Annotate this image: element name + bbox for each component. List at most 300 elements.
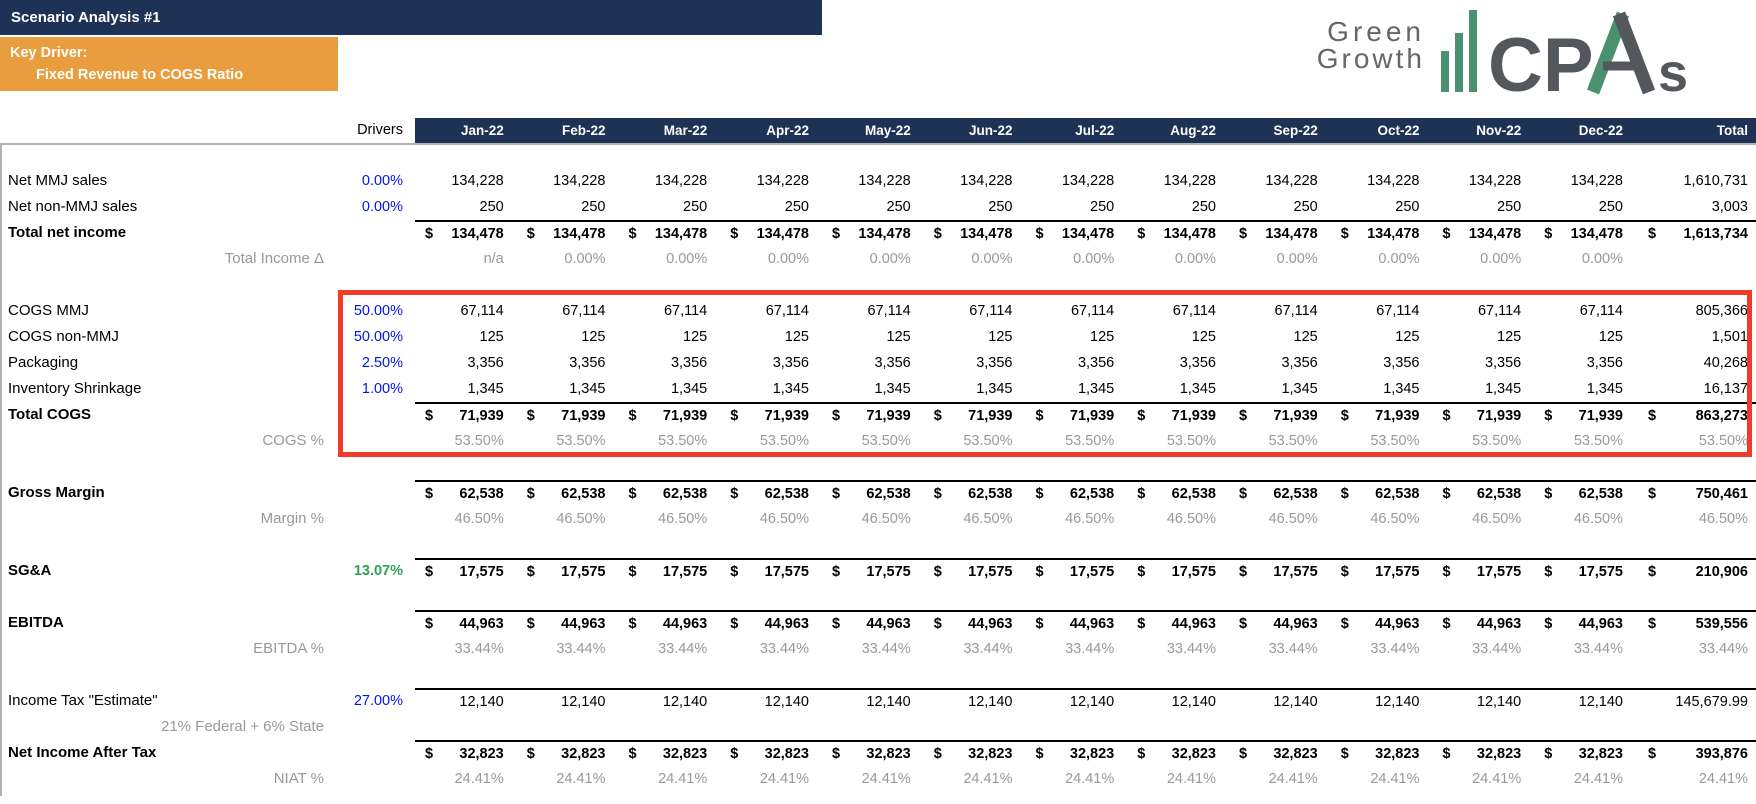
- value-cell-niat-pct-m11: 24.41%: [1472, 771, 1522, 787]
- driver-cell-niat-pct: [338, 766, 415, 792]
- driver-cell-cogs-non-mmj[interactable]: 50.00%: [353, 329, 403, 345]
- value-number: 71,939: [1273, 408, 1318, 424]
- value-cell-tax-note-m2: [517, 714, 619, 740]
- value-cell-ebitda-pct-m12: 33.44%: [1573, 641, 1623, 657]
- value-number: 32,823: [1273, 746, 1318, 762]
- value-number: 17,575: [1476, 564, 1522, 580]
- value-cell-total-net-income-m8: [1127, 220, 1229, 246]
- dollar-sign: $: [1340, 408, 1349, 424]
- value-number: 134,478: [654, 226, 708, 242]
- dollar-sign: $: [425, 408, 434, 424]
- dollar-sign: $: [628, 226, 637, 242]
- logo-text-growth: Growth: [1316, 43, 1425, 74]
- value-number: 134,478: [1061, 226, 1115, 242]
- value-number: 17,575: [561, 564, 606, 580]
- month-header-oct-22: Oct-22: [1331, 118, 1433, 143]
- value-cell-income-tax-estimate-m2: 12,140: [517, 688, 619, 714]
- total-cell-cogs-pct: 53.50%: [1698, 433, 1748, 449]
- table-row-net-non-mmj-sales: [0, 194, 1756, 220]
- value-cell-total-cogs-m9: [1229, 402, 1331, 428]
- dollar-sign: $: [1035, 486, 1044, 502]
- dollar-sign: $: [1648, 616, 1657, 632]
- logo-letter-a-gray-stroke: [1619, 14, 1649, 92]
- table-row-total-income-delta: [0, 246, 1756, 272]
- value-number: 17,575: [1375, 564, 1420, 580]
- value-cell-total-net-income-m2: [517, 220, 619, 246]
- value-cell-income-tax-estimate-m9: 12,140: [1229, 688, 1331, 714]
- driver-cell-gross-margin: [338, 480, 415, 506]
- value-cell-net-income-after-tax-m3: [619, 740, 721, 766]
- driver-cell-inventory-shrinkage[interactable]: 1.00%: [361, 381, 403, 397]
- value-number: 134,478: [1163, 226, 1216, 242]
- value-cell-ebitda-pct-m3: 33.44%: [658, 641, 708, 657]
- value-cell-cogs-non-mmj-m2: 125: [581, 329, 606, 345]
- table-row-inventory-shrinkage: [0, 376, 1756, 402]
- row-label-cogs-non-mmj: COGS non-MMJ: [8, 328, 119, 345]
- value-cell-total-cogs-m1: [415, 402, 517, 428]
- dollar-sign: $: [730, 564, 739, 580]
- total-cell-ebitda: [1636, 610, 1756, 636]
- value-number: 62,538: [968, 486, 1013, 502]
- month-header-nov-22: Nov-22: [1433, 118, 1535, 143]
- value-cell-inventory-shrinkage-m12: 1,345: [1586, 381, 1623, 397]
- dollar-sign: $: [1137, 226, 1146, 242]
- row-label-ebitda: EBITDA: [8, 614, 64, 631]
- dollar-sign: $: [832, 616, 841, 632]
- row-label-cogs-pct: COGS %: [262, 432, 324, 449]
- value-cell-tax-note-m11: [1433, 714, 1535, 740]
- dollar-sign: $: [1239, 746, 1248, 762]
- total-cell-net-non-mmj-sales: 3,003: [1711, 199, 1748, 215]
- value-cell-inventory-shrinkage-m5: 1,345: [874, 381, 911, 397]
- value-cell-total-cogs-m4: [720, 402, 822, 428]
- value-cell-total-net-income-m7: [1026, 220, 1128, 246]
- value-cell-net-income-after-tax-m7: [1026, 740, 1128, 766]
- section-gap: [0, 584, 1756, 610]
- dollar-sign: $: [933, 746, 942, 762]
- scenario-title: Scenario Analysis #1: [11, 9, 161, 26]
- header-spacer-cell: [0, 118, 338, 143]
- value-cell-total-income-delta-m11: 0.00%: [1480, 251, 1522, 267]
- value-cell-margin-pct-m4: 46.50%: [759, 511, 809, 527]
- table-row-ebitda: [0, 610, 1756, 636]
- value-cell-total-cogs-m6: [924, 402, 1026, 428]
- row-label-inventory-shrinkage: Inventory Shrinkage: [8, 380, 142, 397]
- driver-cell-packaging[interactable]: 2.50%: [361, 355, 403, 371]
- value-number: 134,478: [1570, 226, 1623, 242]
- dollar-sign: $: [1340, 746, 1349, 762]
- value-cell-ebitda-m5: [822, 610, 924, 636]
- value-cell-gross-margin-m9: [1229, 480, 1331, 506]
- value-number: 134,478: [858, 226, 911, 242]
- value-cell-ebitda-m4: [720, 610, 822, 636]
- dollar-sign: $: [1035, 226, 1044, 242]
- value-number: 62,538: [561, 486, 606, 502]
- dollar-sign: $: [1544, 226, 1553, 242]
- table-row-net-mmj-sales: [0, 168, 1756, 194]
- dollar-sign: $: [933, 564, 942, 580]
- value-cell-packaging-m12: 3,356: [1586, 355, 1623, 371]
- dollar-sign: $: [1442, 616, 1451, 632]
- value-cell-packaging-m8: 3,356: [1179, 355, 1216, 371]
- value-cell-niat-pct-m3: 24.41%: [658, 771, 708, 787]
- value-cell-total-income-delta-m6: 0.00%: [971, 251, 1013, 267]
- value-cell-packaging-m3: 3,356: [670, 355, 708, 371]
- value-cell-inventory-shrinkage-m11: 1,345: [1484, 381, 1522, 397]
- value-cell-inventory-shrinkage-m3: 1,345: [670, 381, 708, 397]
- value-cell-sga-m9: [1229, 558, 1331, 584]
- value-number: 32,823: [968, 746, 1013, 762]
- value-cell-niat-pct-m6: 24.41%: [963, 771, 1013, 787]
- value-cell-gross-margin-m2: [517, 480, 619, 506]
- dollar-sign: $: [1442, 408, 1451, 424]
- value-cell-inventory-shrinkage-m9: 1,345: [1281, 381, 1318, 397]
- value-cell-gross-margin-m7: [1026, 480, 1128, 506]
- value-cell-margin-pct-m10: 46.50%: [1370, 511, 1420, 527]
- value-cell-inventory-shrinkage-m10: 1,345: [1383, 381, 1420, 397]
- value-number: 62,538: [1273, 486, 1318, 502]
- dollar-sign: $: [1544, 616, 1553, 632]
- value-cell-niat-pct-m12: 24.41%: [1573, 771, 1623, 787]
- logo-text-green: Green: [1327, 16, 1425, 47]
- value-cell-net-mmj-sales-m6: 134,228: [960, 173, 1013, 189]
- value-cell-total-income-delta-m8: 0.00%: [1174, 251, 1216, 267]
- value-cell-net-non-mmj-sales-m9: 250: [1293, 199, 1318, 215]
- value-number: 17,575: [866, 564, 911, 580]
- value-number: 17,575: [459, 564, 504, 580]
- drivers-header: Drivers: [357, 122, 403, 138]
- value-cell-income-tax-estimate-m6: 12,140: [924, 688, 1026, 714]
- value-cell-ebitda-m11: [1433, 610, 1535, 636]
- value-cell-ebitda-pct-m10: 33.44%: [1370, 641, 1420, 657]
- value-cell-margin-pct-m3: 46.50%: [658, 511, 708, 527]
- total-number: 750,461: [1695, 486, 1748, 502]
- driver-cell-net-mmj-sales[interactable]: 0.00%: [361, 173, 403, 189]
- value-cell-ebitda-pct-m6: 33.44%: [963, 641, 1013, 657]
- month-header-dec-22: Dec-22: [1534, 118, 1636, 143]
- dollar-sign: $: [1137, 616, 1146, 632]
- value-number: 17,575: [1171, 564, 1216, 580]
- dollar-sign: $: [1239, 408, 1248, 424]
- value-cell-ebitda-m10: [1331, 610, 1433, 636]
- value-cell-net-mmj-sales-m3: 134,228: [654, 173, 708, 189]
- dollar-sign: $: [1544, 746, 1553, 762]
- dollar-sign: $: [933, 408, 942, 424]
- value-cell-net-income-after-tax-m4: [720, 740, 822, 766]
- value-cell-inventory-shrinkage-m6: 1,345: [976, 381, 1013, 397]
- value-cell-cogs-non-mmj-m10: 125: [1395, 329, 1420, 345]
- driver-cell-ebitda-pct: [338, 636, 415, 662]
- value-cell-sga-m2: [517, 558, 619, 584]
- value-cell-niat-pct-m8: 24.41%: [1166, 771, 1216, 787]
- driver-cell-net-non-mmj-sales[interactable]: 0.00%: [361, 199, 403, 215]
- logo-bar-short: [1441, 51, 1449, 92]
- total-number: 1,613,734: [1683, 226, 1748, 242]
- total-cell-total-cogs: [1636, 402, 1756, 428]
- value-cell-cogs-non-mmj-m1: 125: [479, 329, 504, 345]
- table-row-total-net-income: [0, 220, 1756, 246]
- table-row-cogs-pct: [0, 428, 1756, 454]
- month-header-jul-22: Jul-22: [1026, 118, 1128, 143]
- value-cell-net-mmj-sales-m9: 134,228: [1265, 173, 1318, 189]
- dollar-sign: $: [425, 564, 434, 580]
- logo-text-cp: CP: [1488, 23, 1594, 100]
- value-cell-net-income-after-tax-m12: [1534, 740, 1636, 766]
- section-gap: [0, 454, 1756, 480]
- total-cell-income-tax-estimate: 145,679.99: [1636, 688, 1756, 714]
- dollar-sign: $: [526, 564, 535, 580]
- value-cell-margin-pct-m5: 46.50%: [861, 511, 911, 527]
- value-cell-tax-note-m8: [1127, 714, 1229, 740]
- value-cell-total-income-delta-m5: 0.00%: [869, 251, 911, 267]
- value-cell-ebitda-m3: [619, 610, 721, 636]
- value-cell-cogs-mmj-m4: 67,114: [765, 303, 809, 319]
- value-cell-gross-margin-m1: [415, 480, 517, 506]
- total-cell-total-net-income: [1636, 220, 1756, 246]
- value-cell-packaging-m9: 3,356: [1281, 355, 1318, 371]
- value-cell-total-net-income-m12: [1534, 220, 1636, 246]
- value-number: 44,963: [968, 616, 1013, 632]
- value-number: 71,939: [662, 408, 708, 424]
- dollar-sign: $: [730, 226, 739, 242]
- value-cell-net-income-after-tax-m9: [1229, 740, 1331, 766]
- value-number: 62,538: [866, 486, 911, 502]
- row-label-total-net-income: Total net income: [8, 224, 127, 241]
- value-number: 44,963: [764, 616, 809, 632]
- value-cell-ebitda-m6: [924, 610, 1026, 636]
- driver-cell-total-cogs: [338, 402, 415, 428]
- value-cell-net-mmj-sales-m10: 134,228: [1367, 173, 1420, 189]
- value-cell-margin-pct-m12: 46.50%: [1573, 511, 1623, 527]
- row-label-total-income-delta: Total Income Δ: [224, 250, 324, 267]
- value-cell-income-tax-estimate-m11: 12,140: [1433, 688, 1535, 714]
- total-cell-net-income-after-tax: [1636, 740, 1756, 766]
- value-cell-sga-m4: [720, 558, 822, 584]
- value-number: 71,939: [1171, 408, 1216, 424]
- value-number: 62,538: [1578, 486, 1623, 502]
- value-cell-tax-note-m9: [1229, 714, 1331, 740]
- value-cell-cogs-pct-m10: 53.50%: [1370, 433, 1420, 449]
- value-cell-margin-pct-m9: 46.50%: [1268, 511, 1318, 527]
- value-cell-ebitda-pct-m11: 33.44%: [1472, 641, 1522, 657]
- value-cell-cogs-non-mmj-m9: 125: [1293, 329, 1318, 345]
- table-row-gross-margin: [0, 480, 1756, 506]
- driver-cell-cogs-mmj[interactable]: 50.00%: [353, 303, 403, 319]
- value-cell-net-mmj-sales-m5: 134,228: [858, 173, 911, 189]
- value-cell-cogs-non-mmj-m12: 125: [1598, 329, 1623, 345]
- value-cell-niat-pct-m2: 24.41%: [556, 771, 606, 787]
- value-cell-net-mmj-sales-m7: 134,228: [1061, 173, 1115, 189]
- value-cell-net-non-mmj-sales-m5: 250: [886, 199, 911, 215]
- value-cell-net-non-mmj-sales-m1: 250: [479, 199, 504, 215]
- dollar-sign: $: [1648, 564, 1657, 580]
- value-cell-net-income-after-tax-m8: [1127, 740, 1229, 766]
- dollar-sign: $: [1239, 564, 1248, 580]
- dollar-sign: $: [425, 746, 434, 762]
- value-cell-cogs-pct-m2: 53.50%: [556, 433, 606, 449]
- value-cell-cogs-pct-m9: 53.50%: [1268, 433, 1318, 449]
- row-label-ebitda-pct: EBITDA %: [253, 640, 324, 657]
- value-cell-cogs-mmj-m9: 67,114: [1274, 303, 1318, 319]
- value-cell-niat-pct-m1: 24.41%: [454, 771, 504, 787]
- dollar-sign: $: [1544, 408, 1553, 424]
- value-cell-income-tax-estimate-m8: 12,140: [1127, 688, 1229, 714]
- row-label-margin-pct: Margin %: [260, 510, 324, 527]
- value-cell-net-non-mmj-sales-m8: 250: [1191, 199, 1216, 215]
- value-cell-gross-margin-m11: [1433, 480, 1535, 506]
- value-cell-net-non-mmj-sales-m4: 250: [784, 199, 809, 215]
- value-cell-ebitda-m9: [1229, 610, 1331, 636]
- value-cell-cogs-non-mmj-m5: 125: [886, 329, 911, 345]
- value-cell-cogs-mmj-m7: 67,114: [1070, 303, 1115, 319]
- value-number: 71,939: [1476, 408, 1522, 424]
- table-row-margin-pct: [0, 506, 1756, 532]
- value-cell-total-cogs-m10: [1331, 402, 1433, 428]
- value-cell-niat-pct-m4: 24.41%: [759, 771, 809, 787]
- dollar-sign: $: [1442, 564, 1451, 580]
- total-cell-margin-pct: 46.50%: [1698, 511, 1748, 527]
- table-row-income-tax-estimate: [0, 688, 1756, 714]
- value-cell-total-cogs-m8: [1127, 402, 1229, 428]
- value-cell-net-income-after-tax-m2: [517, 740, 619, 766]
- value-number: 134,478: [1265, 226, 1318, 242]
- dollar-sign: $: [628, 746, 637, 762]
- value-cell-niat-pct-m10: 24.41%: [1370, 771, 1420, 787]
- value-cell-total-income-delta-m9: 0.00%: [1276, 251, 1318, 267]
- value-cell-ebitda-m1: [415, 610, 517, 636]
- value-cell-cogs-mmj-m10: 67,114: [1376, 303, 1420, 319]
- value-cell-tax-note-m12: [1534, 714, 1636, 740]
- value-cell-ebitda-m2: [517, 610, 619, 636]
- value-cell-cogs-mmj-m1: 67,114: [460, 303, 504, 319]
- value-cell-sga-m12: [1534, 558, 1636, 584]
- value-cell-cogs-non-mmj-m4: 125: [784, 329, 809, 345]
- dollar-sign: $: [730, 486, 739, 502]
- value-cell-cogs-pct-m7: 53.50%: [1065, 433, 1115, 449]
- value-number: 71,939: [968, 408, 1013, 424]
- value-cell-inventory-shrinkage-m4: 1,345: [772, 381, 809, 397]
- value-cell-packaging-m2: 3,356: [569, 355, 606, 371]
- value-cell-total-cogs-m11: [1433, 402, 1535, 428]
- value-number: 17,575: [968, 564, 1013, 580]
- value-cell-margin-pct-m6: 46.50%: [963, 511, 1013, 527]
- dollar-sign: $: [1544, 564, 1553, 580]
- value-cell-cogs-non-mmj-m11: 125: [1497, 329, 1522, 345]
- table-row-tax-note: [0, 714, 1756, 740]
- dollar-sign: $: [425, 616, 434, 632]
- value-cell-sga-m3: [619, 558, 721, 584]
- value-cell-tax-note-m4: [720, 714, 822, 740]
- value-cell-net-mmj-sales-m8: 134,228: [1163, 173, 1216, 189]
- value-cell-total-net-income-m11: [1433, 220, 1535, 246]
- dollar-sign: $: [628, 408, 637, 424]
- value-cell-total-net-income-m5: [822, 220, 924, 246]
- value-number: 32,823: [866, 746, 911, 762]
- dollar-sign: $: [628, 564, 637, 580]
- value-cell-gross-margin-m10: [1331, 480, 1433, 506]
- table-row-net-income-after-tax: [0, 740, 1756, 766]
- value-cell-cogs-pct-m11: 53.50%: [1472, 433, 1522, 449]
- value-cell-cogs-pct-m6: 53.50%: [963, 433, 1013, 449]
- month-header-aug-22: Aug-22: [1127, 118, 1229, 143]
- value-number: 44,963: [866, 616, 911, 632]
- value-cell-cogs-mmj-m5: 67,114: [867, 303, 911, 319]
- driver-cell-income-tax-estimate[interactable]: 27.00%: [353, 693, 403, 709]
- value-cell-tax-note-m6: [924, 714, 1026, 740]
- value-cell-ebitda-m12: [1534, 610, 1636, 636]
- driver-cell-net-income-after-tax: [338, 740, 415, 766]
- value-number: 32,823: [1171, 746, 1216, 762]
- dollar-sign: $: [1648, 486, 1657, 502]
- value-cell-net-non-mmj-sales-m6: 250: [988, 199, 1013, 215]
- value-cell-inventory-shrinkage-m8: 1,345: [1179, 381, 1216, 397]
- value-cell-cogs-mmj-m6: 67,114: [969, 303, 1013, 319]
- value-cell-margin-pct-m2: 46.50%: [556, 511, 606, 527]
- dollar-sign: $: [1239, 486, 1248, 502]
- value-cell-niat-pct-m5: 24.41%: [861, 771, 911, 787]
- value-cell-total-net-income-m4: [720, 220, 822, 246]
- driver-cell-sga[interactable]: 13.07%: [353, 563, 403, 579]
- scenario-title-bar: [0, 0, 822, 35]
- value-cell-cogs-pct-m8: 53.50%: [1166, 433, 1216, 449]
- dollar-sign: $: [1648, 408, 1657, 424]
- value-number: 134,478: [960, 226, 1013, 242]
- total-cell-packaging: 40,268: [1703, 355, 1748, 371]
- value-cell-total-income-delta-m2: 0.00%: [564, 251, 606, 267]
- dollar-sign: $: [425, 486, 434, 502]
- dollar-sign: $: [1648, 226, 1657, 242]
- value-cell-sga-m8: [1127, 558, 1229, 584]
- value-cell-inventory-shrinkage-m7: 1,345: [1077, 381, 1115, 397]
- value-cell-margin-pct-m11: 46.50%: [1472, 511, 1522, 527]
- value-cell-tax-note-m7: [1026, 714, 1128, 740]
- value-number: 62,538: [662, 486, 708, 502]
- value-cell-packaging-m5: 3,356: [874, 355, 911, 371]
- value-cell-total-net-income-m1: [415, 220, 517, 246]
- dollar-sign: $: [730, 616, 739, 632]
- value-cell-gross-margin-m5: [822, 480, 924, 506]
- value-number: 17,575: [1273, 564, 1318, 580]
- dollar-sign: $: [1340, 226, 1349, 242]
- key-driver-label: Key Driver:: [10, 45, 88, 61]
- row-label-gross-margin: Gross Margin: [8, 484, 105, 501]
- value-cell-gross-margin-m6: [924, 480, 1026, 506]
- dollar-sign: $: [933, 616, 942, 632]
- value-cell-total-income-delta-m3: 0.00%: [666, 251, 708, 267]
- value-cell-net-non-mmj-sales-m12: 250: [1598, 199, 1623, 215]
- value-number: 17,575: [764, 564, 809, 580]
- table-row-total-cogs: [0, 402, 1756, 428]
- month-header-jun-22: Jun-22: [924, 118, 1026, 143]
- table-row-sga: [0, 558, 1756, 584]
- value-cell-total-income-delta-m1: n/a: [483, 251, 504, 267]
- value-number: 32,823: [1069, 746, 1115, 762]
- table-row-niat-pct: [0, 766, 1756, 792]
- value-number: 32,823: [662, 746, 708, 762]
- row-label-niat-pct: NIAT %: [273, 770, 324, 787]
- logo-bar-tall: [1469, 10, 1477, 92]
- dollar-sign: $: [1340, 486, 1349, 502]
- dollar-sign: $: [628, 616, 637, 632]
- dollar-sign: $: [526, 486, 535, 502]
- value-number: 71,939: [764, 408, 809, 424]
- key-driver-block: [0, 37, 338, 91]
- value-cell-net-mmj-sales-m1: 134,228: [451, 173, 504, 189]
- total-header: Total: [1636, 118, 1756, 143]
- value-number: 71,939: [1578, 408, 1623, 424]
- key-driver-value: Fixed Revenue to COGS Ratio: [36, 67, 244, 83]
- value-cell-total-net-income-m9: [1229, 220, 1331, 246]
